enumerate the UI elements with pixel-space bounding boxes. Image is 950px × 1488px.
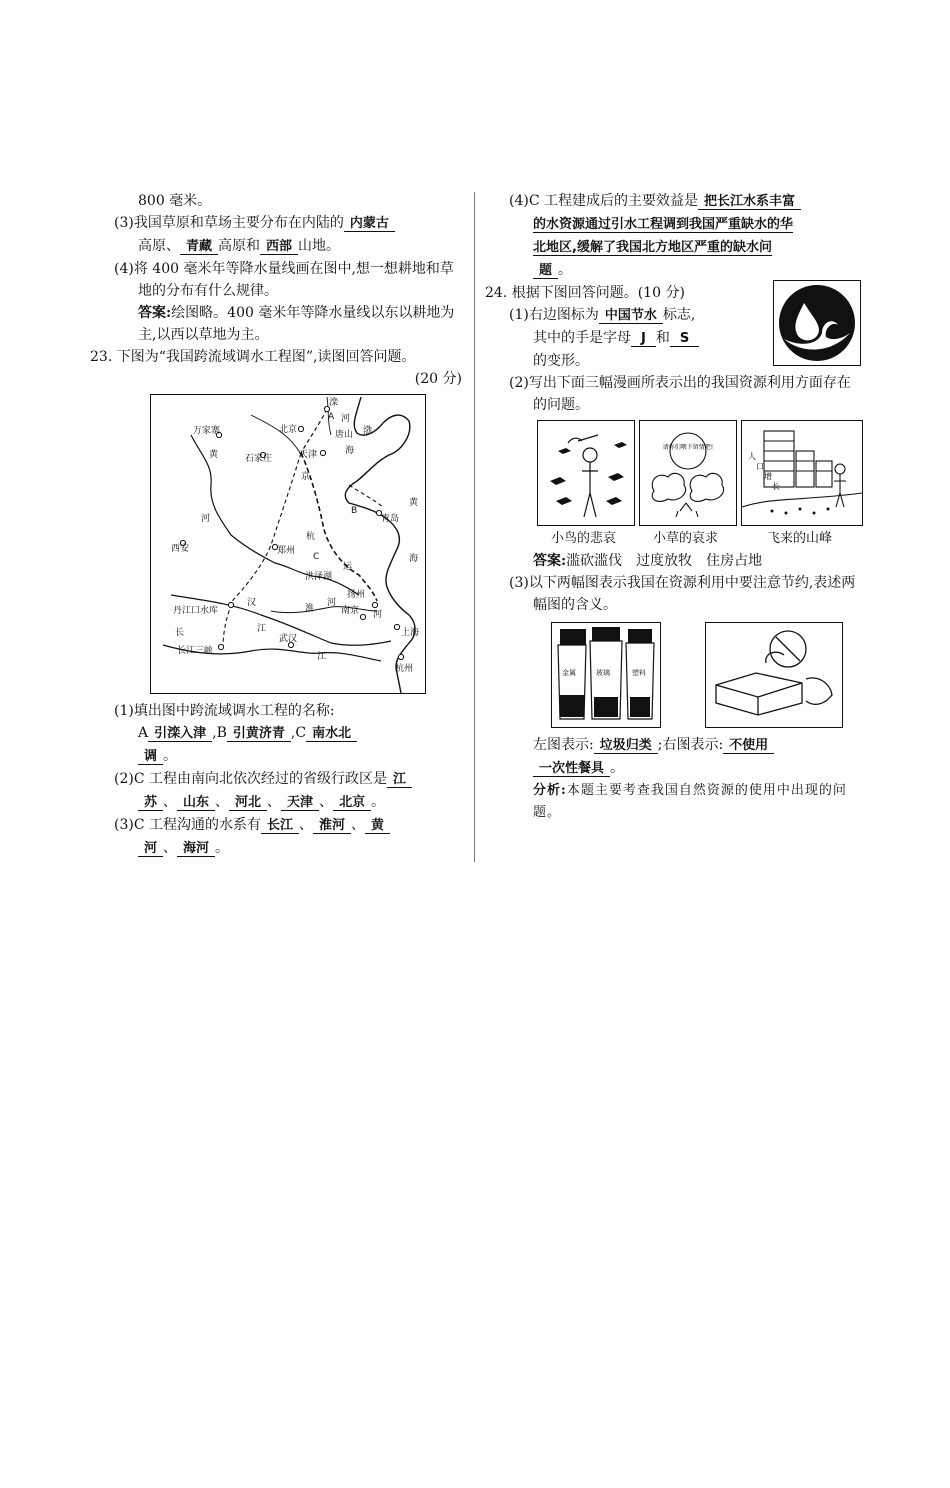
q24-1: (1)右边图标为 中国节水 标志, 其中的手是字母 J 和 S 的变形。 bbox=[485, 304, 783, 372]
svg-text:渤: 渤 bbox=[363, 426, 373, 436]
svg-text:长: 长 bbox=[772, 482, 780, 491]
svg-text:西安: 西安 bbox=[171, 544, 190, 554]
answer-blank: 引黄济青 bbox=[227, 726, 291, 742]
cartoon-strip bbox=[537, 420, 863, 528]
answer-blank: 黄 bbox=[365, 818, 390, 834]
svg-text:杭: 杭 bbox=[306, 532, 316, 542]
answer-blank: 把长江水系丰富 bbox=[698, 194, 801, 210]
answer-blank: 引滦入津 bbox=[148, 726, 212, 742]
svg-text:黄: 黄 bbox=[209, 450, 219, 460]
answer-blank: 题 bbox=[533, 263, 558, 279]
answer-blank: 山东 bbox=[177, 795, 215, 811]
answer-blank: 一次性餐具 bbox=[533, 761, 610, 777]
answer-blank: 河北 bbox=[229, 795, 267, 811]
svg-text:青岛: 青岛 bbox=[381, 514, 400, 524]
map-label-C: C bbox=[313, 552, 320, 562]
svg-text:北京: 北京 bbox=[279, 425, 298, 435]
answer-blank: 南水北 bbox=[306, 726, 357, 742]
map-svg bbox=[151, 395, 425, 693]
svg-text:海: 海 bbox=[409, 554, 419, 564]
q23-4: (4)C 工程建成后的主要效益是 把长江水系丰富 的水资源通过引水工程调到我国严重缺水的华 北地区,缓解了我国北方地区严重的缺水问 题 。 bbox=[485, 190, 863, 282]
left-column bbox=[90, 190, 462, 860]
answer-blank: J bbox=[631, 331, 656, 347]
water-transfer-map bbox=[150, 394, 426, 694]
q23-1: (1)填出图中跨流域调水工程的名称: A 引滦入津 ,B 引黄济青 ,C 南水北 调 。 bbox=[90, 700, 462, 768]
svg-text:郑州: 郑州 bbox=[277, 546, 296, 556]
svg-text:长: 长 bbox=[175, 628, 185, 638]
answer-blank: 北地区,缓解了我国北方地区严重的缺水问 bbox=[533, 240, 772, 255]
cartoon-bird bbox=[537, 420, 635, 526]
map-label-A: A bbox=[328, 412, 335, 422]
water-drop-icon bbox=[774, 281, 860, 365]
svg-text:丹江口水库: 丹江口水库 bbox=[173, 606, 219, 616]
answer-blank: 西部 bbox=[260, 239, 298, 255]
answer-blank: 海河 bbox=[177, 841, 215, 857]
disposable-tableware-figure bbox=[705, 622, 843, 728]
answer-blank: 北京 bbox=[333, 795, 371, 811]
answer-blank: 垃圾归类 bbox=[594, 738, 658, 754]
line-800mm: 800 毫米。 bbox=[138, 193, 212, 209]
caption: 小草的哀求 bbox=[653, 531, 719, 546]
svg-text:扬州: 扬州 bbox=[347, 590, 366, 600]
q24-2-answer: 答案:滥砍滥伐 过度放牧 住房占地 bbox=[533, 553, 763, 569]
analysis: 分析:本题主要考查我国自然资源的使用中出现的问题。 bbox=[533, 783, 847, 820]
svg-text:淮: 淮 bbox=[305, 604, 315, 614]
svg-text:金属: 金属 bbox=[562, 669, 576, 677]
q24-3-answer: 左图表示: 垃圾归类 ;右图表示: 不使用 一次性餐具 。 bbox=[485, 734, 863, 780]
q23-score: (20 分) bbox=[414, 371, 462, 387]
answer-blank: 天津 bbox=[281, 795, 319, 811]
q23-3: (3)C 工程沟通的水系有 长江 、 淮河 、 黄 河 、 海河 。 bbox=[90, 814, 462, 860]
svg-text:人: 人 bbox=[748, 452, 756, 461]
svg-text:长江三峡: 长江三峡 bbox=[177, 646, 214, 656]
svg-text:汉: 汉 bbox=[247, 598, 257, 608]
svg-text:天津: 天津 bbox=[299, 450, 318, 460]
q24-title: 24. 根据下图回答问题。(10 分) bbox=[485, 285, 685, 301]
svg-text:万家寨: 万家寨 bbox=[193, 426, 221, 436]
svg-text:玻璃: 玻璃 bbox=[596, 669, 610, 677]
q24-3: (3)以下两幅图表示我国在资源利用中要注意节约,表述两幅图的含义。 bbox=[509, 575, 856, 613]
svg-text:塑料: 塑料 bbox=[632, 669, 646, 677]
answer-blank: 不使用 bbox=[723, 738, 774, 754]
svg-text:海: 海 bbox=[345, 446, 355, 456]
caption: 飞来的山峰 bbox=[767, 531, 833, 546]
q24-2: (2)写出下面三幅漫画所表示出的我国资源利用方面存在的问题。 bbox=[509, 375, 851, 413]
svg-text:口: 口 bbox=[756, 462, 764, 471]
svg-text:唐山: 唐山 bbox=[335, 430, 354, 440]
q22-4-answer: 答案:绘图略。400 毫米年等降水量线以东以耕地为主,以西以草地为主。 bbox=[138, 305, 455, 343]
answer-blank: 内蒙古 bbox=[344, 216, 395, 232]
q22-3: (3)我国草原和草场主要分布在内陆的 内蒙古 高原、 青藏 高原和 西部 山地。 bbox=[90, 212, 462, 258]
q22-4: (4)将 400 毫米年等降水量线画在图中,想一想耕地和草地的分布有什么规律。 bbox=[114, 261, 454, 299]
caption: 小鸟的悲哀 bbox=[551, 531, 617, 546]
column-divider bbox=[474, 192, 475, 862]
answer-blank: 苏 bbox=[138, 795, 163, 811]
recycling-bins-figure bbox=[551, 622, 661, 728]
answer-blank: 调 bbox=[138, 749, 163, 765]
q23-2: (2)C 工程由南向北依次经过的省级行政区是 江 苏 、 山东 、 河北 、 天津 、 北京 。 bbox=[90, 768, 462, 814]
answer-blank: 的水资源通过引水工程调到我国严重缺水的华 bbox=[533, 217, 794, 232]
svg-text:江: 江 bbox=[317, 652, 327, 662]
svg-text:武汉: 武汉 bbox=[279, 634, 298, 644]
answer-blank: 青藏 bbox=[180, 239, 218, 255]
svg-text:京: 京 bbox=[301, 472, 311, 482]
svg-text:河: 河 bbox=[327, 598, 337, 608]
svg-text:上海: 上海 bbox=[401, 628, 420, 638]
q24-block bbox=[485, 282, 863, 824]
svg-text:江: 江 bbox=[257, 624, 267, 634]
water-saving-logo bbox=[773, 280, 861, 366]
svg-text:河: 河 bbox=[201, 514, 211, 524]
cartoon-captions bbox=[537, 528, 863, 550]
svg-text:河: 河 bbox=[373, 610, 383, 620]
right-column bbox=[485, 190, 863, 824]
answer-blank: 淮河 bbox=[313, 818, 351, 834]
svg-text:黄: 黄 bbox=[409, 498, 419, 508]
answer-blank: S bbox=[670, 331, 699, 347]
svg-text:增: 增 bbox=[764, 472, 772, 481]
recycling-figures bbox=[551, 622, 863, 730]
map-label-B: B bbox=[351, 506, 358, 516]
svg-text:南京: 南京 bbox=[341, 606, 360, 616]
svg-text:洪泽湖: 洪泽湖 bbox=[305, 572, 333, 582]
cartoon-grass bbox=[639, 420, 737, 526]
svg-text:运: 运 bbox=[343, 562, 353, 572]
answer-blank: 中国节水 bbox=[599, 308, 663, 324]
svg-text:滦: 滦 bbox=[329, 398, 339, 408]
svg-text:石家庄: 石家庄 bbox=[245, 454, 273, 464]
q23-title: 23. 下图为“我国跨流域调水工程图”,读图回答问题。 bbox=[90, 349, 416, 365]
answer-blank: 长江 bbox=[261, 818, 299, 834]
answer-blank: 河 bbox=[138, 841, 163, 857]
cartoon-building bbox=[741, 420, 863, 526]
svg-text:请你们喂下留情吧!: 请你们喂下留情吧! bbox=[662, 444, 714, 451]
svg-text:杭州: 杭州 bbox=[395, 664, 414, 674]
answer-blank: 江 bbox=[387, 772, 412, 788]
svg-text:河: 河 bbox=[341, 414, 351, 424]
